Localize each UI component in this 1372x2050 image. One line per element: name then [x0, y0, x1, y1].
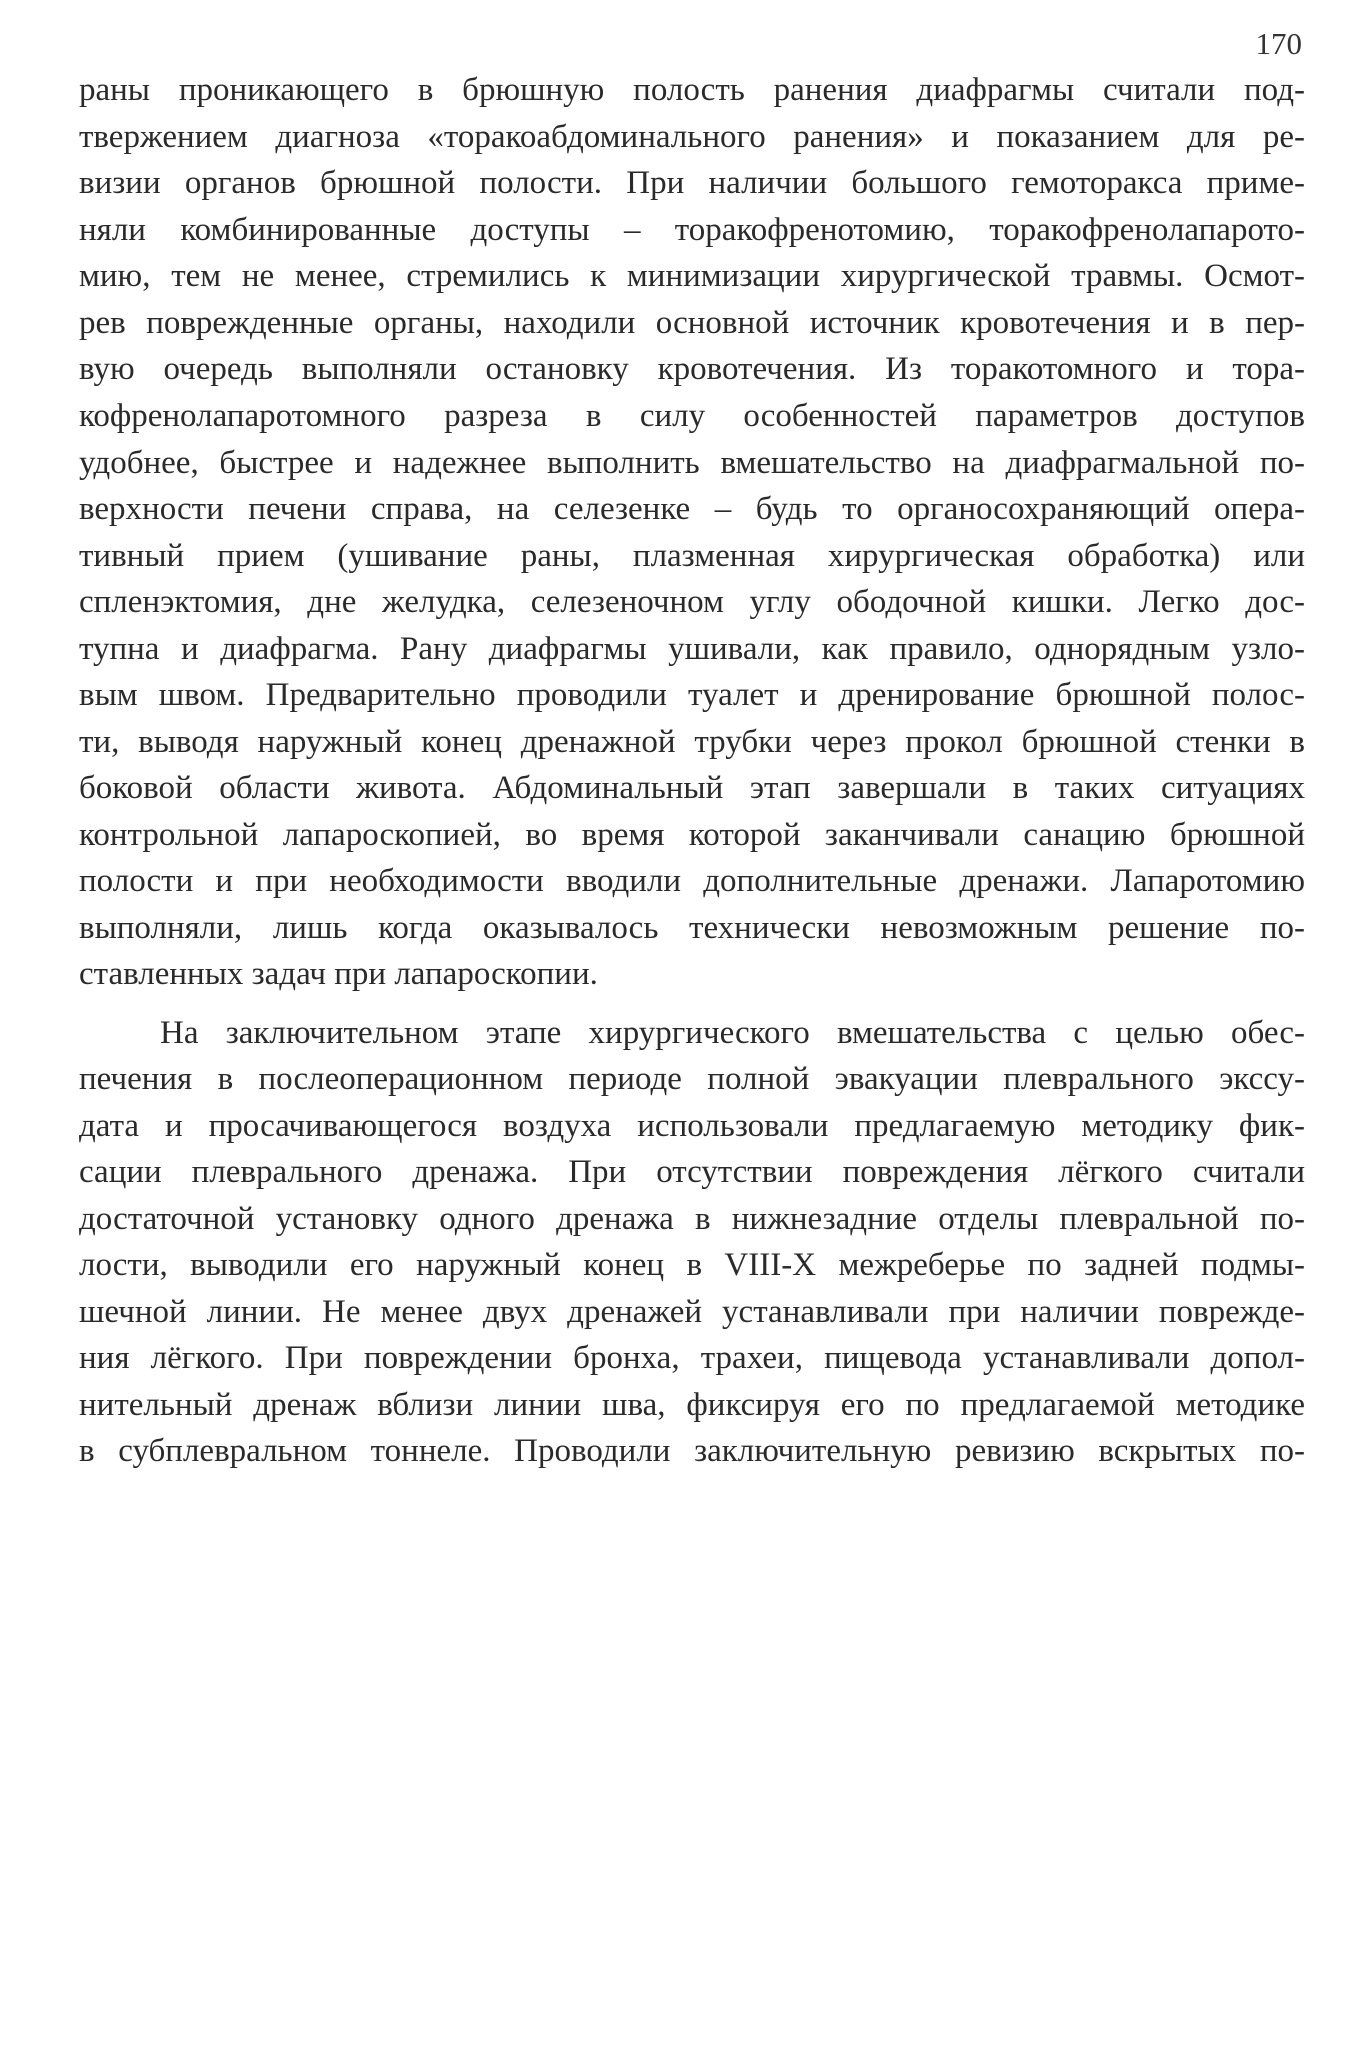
text-line: дата и просачивающегося воздуха использовали предлагаемую методику фик- [79, 1108, 1305, 1144]
text-line: тивный прием (ушивание раны, плазменная хирургическая обработка) или [79, 538, 1305, 574]
text-line: визии органов брюшной полости. При наличии большого гемоторакса приме- [79, 165, 1305, 201]
text-line: раны проникающего в брюшную полость ранения диафрагмы считали под- [79, 72, 1305, 108]
text-line: сации плеврального дренажа. При отсутствии повреждения лёгкого считали [79, 1154, 1305, 1190]
text-line: нительный дренаж вблизи линии шва, фиксируя его по предлагаемой методике [79, 1387, 1305, 1423]
text-line: тупна и диафрагма. Рану диафрагмы ушивали, как правило, однорядным узло- [79, 631, 1305, 667]
text-line: достаточной установку одного дренажа в нижнезадние отделы плевральной по- [79, 1201, 1305, 1237]
text-line: ния лёгкого. При повреждении бронха, трахеи, пищевода устанавливали допол- [79, 1340, 1305, 1376]
text-line: лости, выводили его наружный конец в VIII-X межреберье по задней подмы- [79, 1247, 1305, 1283]
text-line: вым швом. Предварительно проводили туалет и дренирование брюшной полос- [79, 677, 1305, 713]
text-line: ти, выводя наружный конец дренажной трубки через прокол брюшной стенки в [79, 724, 1305, 760]
text-line: в субплевральном тоннеле. Проводили заключительную ревизию вскрытых по- [79, 1433, 1305, 1469]
text-line: На заключительном этапе хирургического вмешательства с целью обес- [160, 1015, 1305, 1051]
text-line: ставленных задач при лапароскопии. [79, 956, 598, 992]
text-line: твержением диагноза «торакоабдоминального ранения» и показанием для ре- [79, 119, 1305, 155]
text-line: выполняли, лишь когда оказывалось технически невозможным решение по- [79, 910, 1305, 946]
text-line: контрольной лапароскопией, во время которой заканчивали санацию брюшной [79, 817, 1305, 853]
text-line: верхности печени справа, на селезенке – будь то органосохраняющий опера- [79, 491, 1305, 527]
text-line: мию, тем не менее, стремились к минимизации хирургической травмы. Осмот- [79, 258, 1305, 294]
text-line: кофренолапаротомного разреза в силу особенностей параметров доступов [79, 398, 1305, 434]
text-line: рев поврежденные органы, находили основной источник кровотечения и в пер- [79, 305, 1305, 341]
text-line: спленэктомия, дне желудка, селезеночном углу ободочной кишки. Легко дос- [79, 584, 1305, 620]
text-line: шечной линии. Не менее двух дренажей устанавливали при наличии поврежде- [79, 1294, 1305, 1330]
text-line: полости и при необходимости вводили дополнительные дренажи. Лапаротомию [79, 863, 1305, 899]
text-line: няли комбинированные доступы – торакофренотомию, торакофренолапарото- [79, 212, 1305, 248]
page-number: 170 [1255, 26, 1302, 61]
text-line: боковой области живота. Абдоминальный этап завершали в таких ситуациях [79, 770, 1305, 806]
text-line: печения в послеоперационном периоде полной эвакуации плеврального экссу- [79, 1061, 1305, 1097]
text-line: вую очередь выполняли остановку кровотечения. Из торакотомного и тора- [79, 351, 1305, 387]
text-line: удобнее, быстрее и надежнее выполнить вмешательство на диафрагмальной по- [79, 445, 1305, 481]
